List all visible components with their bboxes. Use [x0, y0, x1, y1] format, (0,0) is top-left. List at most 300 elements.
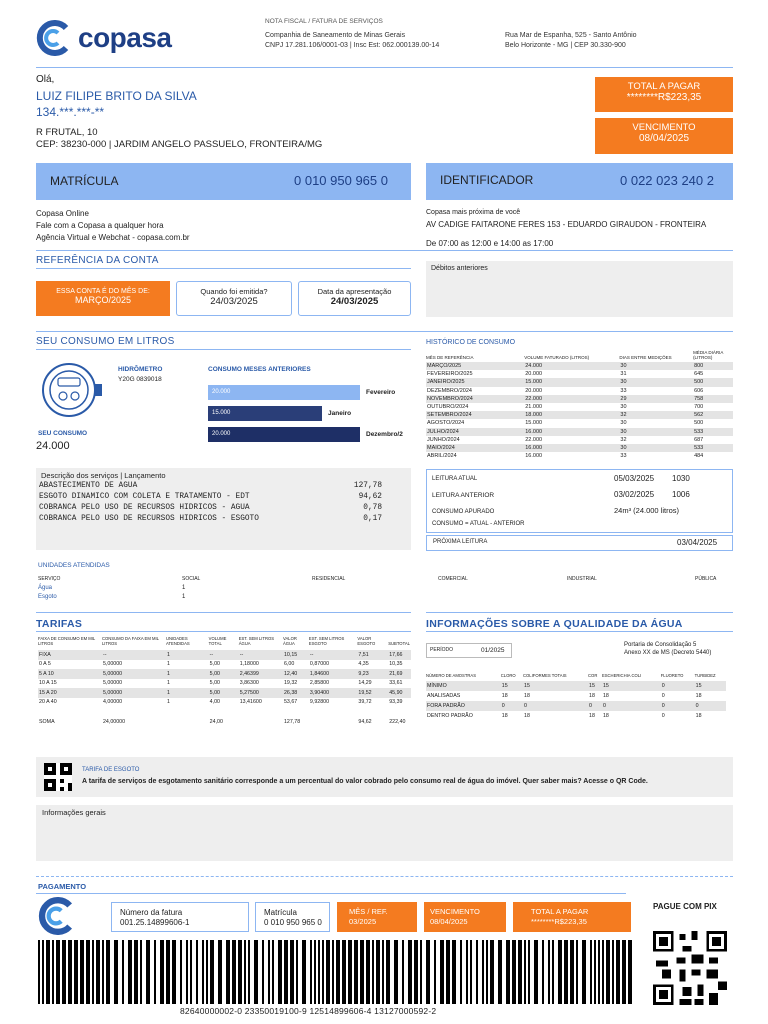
historico-cell: 29	[620, 395, 627, 402]
pix-label: PAGUE COM PIX	[653, 902, 717, 911]
servico-value: 0,17	[363, 515, 382, 523]
barcode-bar	[426, 940, 430, 1004]
historico-cell: 30	[620, 428, 627, 435]
total-value: ********R$223,35	[626, 92, 702, 103]
doc-type: NOTA FISCAL / FATURA DE SERVIÇOS	[265, 18, 383, 25]
barcode-bar	[254, 940, 258, 1004]
ref-month-value: MARÇO/2025	[74, 295, 132, 305]
tarifas-sum-cell	[166, 717, 209, 726]
pag-total-box	[513, 902, 631, 932]
matricula-label: MATRÍCULA	[50, 174, 119, 188]
prev-consumption-bar	[208, 427, 360, 442]
barcode-bar	[570, 940, 574, 1004]
barcode-bar	[420, 940, 422, 1004]
tarifas-sum-cell: 24,00	[209, 718, 223, 725]
barcode-bar	[86, 940, 90, 1004]
historico-row	[426, 428, 733, 436]
barcode-bar	[186, 940, 188, 1004]
historico-row	[426, 403, 733, 411]
qualidade-cell: 18	[602, 693, 609, 699]
tarifas-cell: 5,00	[209, 680, 220, 687]
identificador-label: IDENTIFICADOR	[440, 173, 534, 187]
qualidade-header-cell: CLORO	[500, 673, 516, 678]
tarifas-header-cell: CONSUMO DA FAIXA EM MIL LITROS	[101, 636, 159, 646]
cut-line	[36, 876, 733, 877]
qualidade-header-cell: TURBIDEZ	[694, 673, 716, 678]
barcode-bar	[296, 940, 298, 1004]
tarifas-header-cell: VOLUME TOTAL	[208, 636, 227, 646]
proxima-leitura-box	[426, 535, 733, 551]
tarifas-gap-row	[38, 707, 411, 717]
periodo-box	[426, 643, 512, 658]
tarifas-cell: 1	[167, 651, 170, 658]
historico-cell: 30	[620, 404, 627, 411]
historico-cell: 21.000	[525, 404, 543, 411]
leitura-anterior-value: 1006	[672, 490, 690, 499]
tarifas-header-cell: VALOR ESGOTO	[357, 636, 376, 646]
historico-title: HISTÓRICO DE CONSUMO	[426, 339, 516, 346]
barcode-bar	[518, 940, 522, 1004]
barcode-bar	[114, 940, 118, 1004]
historico-cell: ABRIL/2024	[427, 453, 457, 460]
copasa-logo	[36, 20, 176, 56]
company-name: Companhia de Saneamento de Minas Gerais	[265, 32, 406, 39]
historico-cell: 800	[694, 363, 704, 370]
barcode-bar	[616, 940, 620, 1004]
qualidade-cell: 15	[501, 683, 508, 689]
historico-row	[426, 452, 733, 460]
barcode-bar	[218, 940, 222, 1004]
leitura-atual-label: LEITURA ATUAL	[432, 476, 478, 482]
barcode-bar	[582, 940, 586, 1004]
tarifas-sum-row	[38, 717, 411, 726]
barcode-digits: 82640000002-0 23350019100-9 12514899606-4 13127000592-2	[180, 1006, 437, 1016]
tarifas-cell: 10 A 15	[39, 680, 57, 687]
barcode-bar	[360, 940, 364, 1004]
tarifas-cell: 1	[167, 699, 170, 706]
tarifas-cell: 45,90	[389, 689, 403, 696]
barcode-bar	[606, 940, 610, 1004]
qualidade-cell: 18	[602, 713, 609, 719]
barcode-bar	[542, 940, 544, 1004]
tarifas-cell: 9,23	[358, 670, 369, 677]
informacoes-gerais-title: Informações gerais	[42, 808, 106, 817]
barcode-bar	[366, 940, 370, 1004]
tarifas-cell: 1	[167, 680, 170, 687]
barcode-bar	[558, 940, 562, 1004]
barcode-bar	[180, 940, 182, 1004]
qualidade-cell: MÍNIMO	[427, 683, 447, 689]
barcode-bar	[92, 940, 94, 1004]
pag-matricula-value: 0 010 950 965 0	[264, 918, 322, 927]
unidades-table	[38, 576, 728, 606]
historico-header-cell: MÊS DE REFERÊNCIA	[426, 355, 474, 360]
tarifas-cell: 4,00	[209, 699, 220, 706]
tarifas-sum-cell: 127,78	[283, 718, 301, 725]
qualidade-cell: 18	[524, 693, 530, 699]
historico-cell: 606	[694, 387, 704, 394]
total-box	[595, 77, 733, 112]
tarifas-sum-cell	[309, 717, 357, 726]
tarifas-cell: 13,41600	[239, 699, 262, 706]
tarifas-cell: 5,00	[209, 661, 220, 668]
barcode-bar	[512, 940, 516, 1004]
mes-ref-label: MÊS / REF.	[349, 907, 388, 916]
anexo: Anexo XX de MS (Decreto 5440)	[624, 650, 712, 656]
tarifas-cell: 1	[167, 689, 170, 696]
historico-cell: 30	[620, 444, 627, 451]
matricula-value: 0 010 950 965 0	[294, 173, 388, 188]
barcode-bar	[196, 940, 198, 1004]
qualidade-row	[426, 681, 726, 691]
servico-value: 127,78	[353, 482, 382, 490]
proxima-leitura-label: PRÓXIMA LEITURA	[433, 539, 488, 545]
barcode-bar	[440, 940, 444, 1004]
pag-matricula-box	[255, 902, 330, 932]
barcode-bar	[476, 940, 478, 1004]
qualidade-cell: 18	[524, 713, 530, 719]
divider-1	[36, 250, 733, 251]
qualidade-cell: 0	[661, 693, 665, 699]
copasa-symbol-icon	[38, 897, 76, 935]
tarifas-header-cell: UNIDADES ATENDIDAS	[166, 636, 190, 646]
barcode-bar	[56, 940, 60, 1004]
tarifas-header-cell: SUBTOTAL	[388, 641, 410, 646]
historico-row	[426, 436, 733, 444]
qualidade-cell: 0	[661, 703, 665, 709]
esgoto-info-box	[36, 757, 733, 797]
qualidade-cell: 15	[695, 683, 702, 689]
barcode-bar	[628, 940, 632, 1004]
presented-box	[298, 281, 411, 316]
barcode-bar	[210, 940, 214, 1004]
unidades-header: COMERCIAL	[438, 576, 468, 582]
tarifas-cell: 10,35	[389, 661, 403, 668]
barcode-bar	[38, 940, 40, 1004]
servico-row	[39, 493, 384, 504]
portaria: Portaria de Consolidação 5	[624, 642, 697, 648]
leitura-anterior-label: LEITURA ANTERIOR	[432, 492, 495, 499]
barcode-bar	[326, 940, 330, 1004]
tarifas-sum-cell	[239, 717, 283, 726]
barcode-bar	[226, 940, 230, 1004]
customer-cep: CEP: 38230-000 | JARDIM ANGELO PASSUELO, FRONTEIRA/MG	[36, 139, 323, 150]
tarifas-sum-cell: 222,40	[389, 718, 406, 725]
due-value: 08/04/2025	[638, 133, 690, 144]
historico-cell: JULHO/2024	[427, 428, 459, 435]
historico-cell: DEZEMBRO/2024	[427, 387, 472, 394]
referencia-underline	[36, 268, 411, 269]
due-label: VENCIMENTO	[632, 122, 696, 133]
tarifas-cell: 19,32	[283, 680, 298, 687]
historico-cell: 31	[620, 371, 627, 378]
customer-name: LUIZ FILIPE BRITO DA SILVA	[36, 89, 197, 103]
tarifas-row	[38, 650, 411, 660]
nearest-title: Copasa mais próxima de você	[426, 209, 521, 216]
historico-cell: 33	[620, 387, 627, 394]
barcode-bar	[190, 940, 192, 1004]
barcode-bar	[602, 940, 604, 1004]
consumo-value: 24.000	[36, 440, 70, 452]
consumo-apurado-label: CONSUMO APURADO	[432, 509, 495, 515]
fatura-label: Número da fatura	[120, 908, 183, 917]
barcode-bar	[446, 940, 450, 1004]
tarifas-cell: --	[209, 651, 214, 658]
servicos-box	[36, 468, 411, 550]
customer-street: R FRUTAL, 10	[36, 127, 98, 138]
prev-consumption-bar	[208, 406, 322, 421]
barcode-bar	[268, 940, 270, 1004]
barcode-bar	[322, 940, 324, 1004]
historico-grid	[426, 350, 733, 460]
barcode-bar	[576, 940, 578, 1004]
barcode-bar	[354, 940, 358, 1004]
tarifas-cell: 5,00	[209, 689, 220, 696]
barcode-bar	[524, 940, 526, 1004]
qualidade-cell: 18	[589, 693, 595, 699]
emitted-value: 24/03/2025	[210, 296, 258, 307]
barcode-bar	[122, 940, 124, 1004]
historico-cell: 24.000	[525, 363, 543, 370]
barcode-bar	[160, 940, 164, 1004]
historico-cell: 20.000	[525, 371, 543, 378]
pag-venc-label: VENCIMENTO	[430, 907, 480, 916]
historico-header-cell: VOLUME FATURADO (LITROS)	[524, 355, 590, 360]
historico-cell: 16.000	[525, 428, 543, 435]
tarifas-cell: 17,66	[389, 651, 403, 658]
pagamento-underline	[36, 893, 626, 894]
tarifas-cell: 33,61	[389, 680, 403, 687]
historico-row	[426, 378, 733, 386]
historico-cell: 562	[694, 412, 704, 419]
referencia-title: REFERÊNCIA DA CONTA	[36, 255, 159, 266]
barcode-bar	[376, 940, 380, 1004]
tarifas-header-row	[38, 636, 411, 650]
pag-total-value: ********R$223,35	[531, 917, 587, 926]
tarifas-cell: 3,90400	[309, 689, 330, 696]
barcode-bar	[348, 940, 352, 1004]
unidades-header: RESIDENCIAL	[312, 576, 346, 582]
barcode-bar	[310, 940, 312, 1004]
prev-consumption-title: CONSUMO MESES ANTERIORES	[208, 366, 311, 373]
historico-cell: JANEIRO/2025	[427, 379, 465, 386]
tarifas-cell: 5,00000	[102, 670, 123, 677]
greeting: Olá,	[36, 74, 55, 85]
barcode-bar	[486, 940, 488, 1004]
qualidade-header-cell: ESCHERICHIA COLI	[601, 673, 642, 678]
consumo-underline	[36, 349, 411, 350]
qualidade-cell: 0	[501, 703, 505, 709]
barcode-bar	[232, 940, 236, 1004]
due-box	[595, 118, 733, 154]
qualidade-header-cell: FLUORETO	[660, 673, 684, 678]
esgoto-info-text: A tarifa de serviços de esgotamento sanitário corresponde a um percentual do valor cobrado pelo consumo real de água do imóvel. Quer saber mais? Acesse o QR Code.	[82, 778, 648, 785]
tarifas-cell: 2,46399	[239, 670, 259, 677]
barcode-bar	[394, 940, 398, 1004]
emitted-label: Quando foi emitida?	[200, 287, 268, 296]
nearest-hours: De 07:00 as 12:00 e 14:00 as 17:00	[426, 239, 554, 248]
historico-cell: 30	[620, 363, 627, 370]
periodo-label: PERÍODO	[430, 647, 454, 653]
leitura-atual-date: 05/03/2025	[614, 474, 655, 483]
tarifas-row	[38, 679, 411, 689]
prev-consumption-bar-label: Dezembro/2	[366, 431, 403, 438]
historico-row	[426, 419, 733, 427]
qualidade-cell: 0	[602, 703, 606, 709]
historico-cell: 16.000	[525, 453, 543, 460]
barcode-bar	[172, 940, 176, 1004]
tarifas-cell: --	[102, 651, 107, 658]
historico-cell: 15.000	[525, 420, 543, 427]
tarifas-cell: 53,67	[283, 699, 298, 706]
tarifas-cell: 19,52	[358, 689, 372, 696]
servico-value: 94,62	[358, 493, 382, 501]
qualidade-cell: 0	[589, 703, 592, 709]
unidades-cell: Esgoto	[38, 594, 57, 600]
tarifas-cell: 93,39	[389, 699, 403, 706]
qualidade-cell: 0	[524, 703, 527, 709]
tarifas-cell: 1,18000	[239, 661, 259, 668]
historico-cell: 533	[694, 428, 704, 435]
barcode-bar	[548, 940, 550, 1004]
barcode-bar	[314, 940, 316, 1004]
pix-qr-code-icon[interactable]	[653, 931, 727, 1005]
barcode-bar	[594, 940, 596, 1004]
copasa-logo-icon	[36, 20, 72, 56]
barcode-bar	[102, 940, 104, 1004]
barcode-bar	[598, 940, 600, 1004]
barcode-bar	[452, 940, 456, 1004]
mes-ref-value: 03/2025	[349, 917, 377, 926]
barcode-bar	[244, 940, 246, 1004]
company-address-1: Rua Mar de Espanha, 525 - Santo Antônio	[505, 32, 637, 39]
qualidade-cell: 18	[589, 713, 595, 719]
tarifas-table-wrap	[38, 636, 411, 726]
hidrometro-label: HIDRÔMETRO	[118, 366, 163, 373]
historico-cell: 687	[694, 436, 704, 443]
qr-code-icon[interactable]	[44, 763, 72, 791]
qualidade-cell: DENTRO PADRÃO	[427, 713, 473, 719]
qualidade-header-row	[426, 673, 726, 681]
tarifas-row	[38, 688, 411, 698]
qualidade-cell: 18	[501, 713, 508, 719]
barcode-bar	[106, 940, 110, 1004]
ref-month-label: ESSA CONTA É DO MÊS DE:	[56, 288, 150, 295]
historico-row	[426, 444, 733, 452]
historico-cell: MAIO/2024	[427, 444, 455, 451]
online-line-2: Fale com a Copasa a qualquer hora	[36, 221, 164, 230]
servico-desc: ESGOTO DINAMICO COM COLETA E TRATAMENTO - EDT	[39, 493, 250, 501]
tarifas-cell: 7,51	[358, 651, 369, 658]
fatura-value: 001.25.14899606-1	[120, 918, 190, 927]
barcode-bar	[590, 940, 592, 1004]
barcode-bar	[62, 940, 66, 1004]
qualidade-header-cell: COR	[588, 673, 598, 678]
tarifas-header-cell: VALOR ÁGUA	[282, 636, 297, 646]
leitura-atual-value: 1030	[672, 474, 690, 483]
tarifas-cell: 1	[167, 670, 170, 677]
tarifas-cell: FIXA	[39, 651, 51, 658]
tarifas-cell: 26,38	[283, 689, 298, 696]
historico-header-row	[426, 350, 733, 362]
historico-cell: MARÇO/2025	[427, 363, 462, 370]
barcode-bar	[290, 940, 294, 1004]
historico-cell: 18.000	[525, 412, 543, 419]
informacoes-gerais-box	[36, 805, 733, 861]
servico-value: 0,78	[363, 504, 382, 512]
historico-cell: AGOSTO/2024	[427, 420, 465, 427]
qualidade-cell: 15	[589, 683, 595, 689]
qualidade-cell: 18	[695, 693, 702, 699]
total-label: TOTAL A PAGAR	[627, 81, 701, 92]
historico-header-cell: DIAS ENTRE MEDIÇÕES	[619, 355, 672, 360]
unidades-header: SERVIÇO	[38, 576, 61, 582]
barcode-bar	[382, 940, 384, 1004]
tarifas-cell: --	[239, 651, 244, 658]
tarifas-sum-cell: SOMA	[39, 718, 55, 725]
qualidade-header-cell: NÚMERO DE AMOSTRAS	[426, 673, 477, 678]
barcode-bar	[460, 940, 462, 1004]
unidades-title: UNIDADES ATENDIDAS	[38, 562, 110, 569]
tarifas-cell: 4,35	[358, 661, 369, 668]
company-ids: CNPJ 17.281.106/0001-03 | Insc Est: 062.000139.00-14	[265, 42, 440, 49]
tarifas-header-cell: EST. SEM LITROS ESGOTO	[308, 636, 345, 646]
barcode-bar	[248, 940, 250, 1004]
historico-cell: OUTUBRO/2024	[427, 404, 469, 411]
presented-value: 24/03/2025	[330, 296, 379, 307]
leitura-anterior-date: 03/02/2025	[614, 490, 655, 499]
tarifas-cell: 1	[167, 661, 170, 668]
historico-cell: 32	[620, 412, 627, 419]
divider-3	[36, 612, 411, 613]
barcode-bar	[272, 940, 274, 1004]
tarifas-header-cell: FAIXA DE CONSUMO EM MIL LITROS	[38, 636, 96, 646]
historico-cell: 700	[694, 404, 704, 411]
unidades-cell: Água	[38, 585, 53, 591]
servico-desc: COBRANCA PELO USO DE RECURSOS HIDRICOS - ESGOTO	[39, 515, 259, 523]
consumo-formula: CONSUMO = ATUAL - ANTERIOR	[432, 521, 525, 527]
qualidade-cell: 0	[661, 713, 665, 719]
barcode-bar	[206, 940, 208, 1004]
unidades-cell: 1	[182, 585, 186, 591]
historico-cell: 533	[694, 444, 704, 451]
customer-doc: 134.***.***-**	[36, 105, 105, 119]
historico-cell: FEVEREIRO/2025	[427, 371, 473, 378]
barcode-bar	[434, 940, 436, 1004]
tarifas-cell: --	[309, 651, 314, 658]
tarifas-row	[38, 660, 411, 670]
tarifas-cell: 14,29	[358, 680, 372, 687]
historico-cell: 32	[620, 436, 627, 443]
historico-header-cell: MÉDIA DIÁRIA (LITROS)	[693, 350, 724, 360]
barcode-bar	[372, 940, 374, 1004]
barcode-bar	[302, 940, 306, 1004]
servicos-title: Descrição dos serviços | Lançamento	[41, 471, 166, 480]
historico-cell: 500	[694, 420, 704, 427]
barcode-bar	[154, 940, 156, 1004]
prev-consumption-bar-value: 20.000	[212, 389, 231, 395]
barcode-bar	[68, 940, 72, 1004]
barcode-bar	[96, 940, 100, 1004]
company-address-2: Belo Horizonte - MG | CEP 30.330-900	[505, 42, 626, 49]
barcode-bar	[612, 940, 614, 1004]
qualidade-cell: 15	[524, 683, 530, 689]
prev-consumption-bar	[208, 385, 360, 400]
barcode-bar	[42, 940, 44, 1004]
barcode-bar	[74, 940, 78, 1004]
brand-name: copasa	[78, 22, 172, 53]
barcode-bar	[470, 940, 472, 1004]
